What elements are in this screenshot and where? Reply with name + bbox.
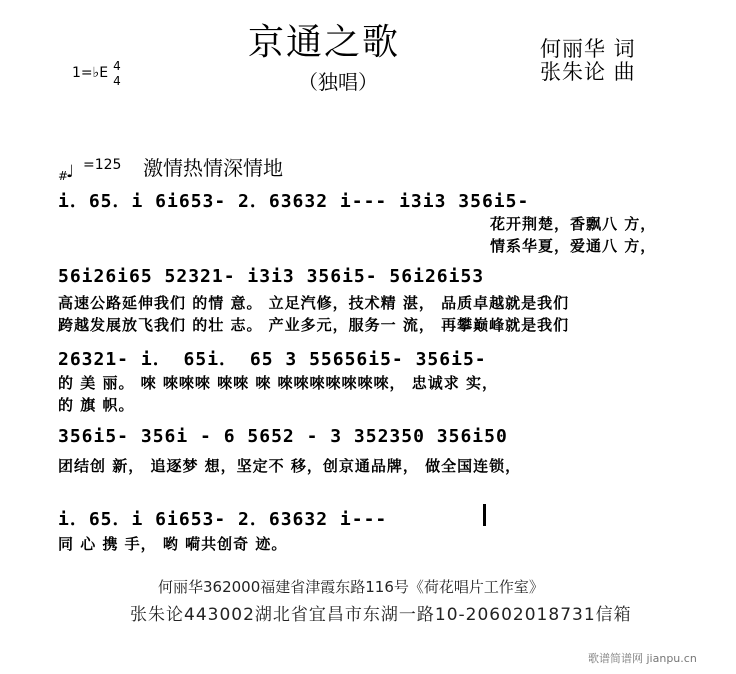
meter-top: 4 [113,59,121,73]
lyric-line-3b: 的 旗 帜。 [58,396,135,414]
notation-line-2: 56i26i65 52321- i3i3 356i5- 56i26i53 [58,266,485,287]
meter-bottom: 4 [113,74,121,88]
lyric-line-2a: 高速公路延伸我们 的情 意。 立足汽修，技术精 湛， 品质卓越就是我们 [58,294,570,312]
composer-credit: 张朱论 曲 [540,60,636,84]
notation-line-4: 356i5- 356i - 6 5652 - 3 352350 356i50 [58,426,508,447]
lyric-line-4: 团结创 新， 追逐梦 想，坚定不 移，创京通品牌， 做全国连锁， [58,457,522,475]
lyricist-credit: 何丽华 词 [540,37,636,61]
lyric-line-2b: 跨越发展放飞我们 的壮 志。 产业多元，服务一 流， 再攀巅峰就是我们 [58,316,570,334]
time-signature [111,59,123,89]
lyricist-address: 何丽华362000福建省津霞东路116号《荷花唱片工作室》 [158,578,544,596]
site-watermark: 歌谱简谱网 jianpu.cn [588,652,697,665]
song-subtitle: （独唱） [298,70,378,94]
lyric-line-1b: 情系华夏，爱通八 方， [490,237,657,255]
notation-line-1: i．65．i 6i653- 2．63632 i--- i3i3 356i5- [58,191,530,212]
key-signature: 1=♭E [72,65,109,81]
tempo-sharp: # [58,169,69,183]
lyric-line-3a: 的 美 丽。 唻 唻唻唻 唻唻 唻 唻唻唻唻唻唻唻， 忠诚求 实， [58,374,499,392]
notation-line-3: 26321- i． 65i． 65 3 55656i5- 356i5- [58,349,487,370]
lyric-line-5: 同 心 携 手， 哟 嗬共创奇 迹。 [58,535,288,553]
song-title: 京通之歌 [248,22,401,63]
expression-marking: 激情热情深情地 [143,156,283,180]
quarter-note-icon: ♩ [66,162,75,182]
lyric-line-1a: 花开荆楚，香飘八 方， [490,215,657,233]
notation-line-5: i．65．i 6i653- 2．63632 i--- [58,509,388,530]
composer-address: 张朱论443002湖北省宜昌市东湖一路10-20602018731信箱 [130,605,632,625]
final-barline [483,504,486,526]
tempo-value: =125 [83,157,122,173]
